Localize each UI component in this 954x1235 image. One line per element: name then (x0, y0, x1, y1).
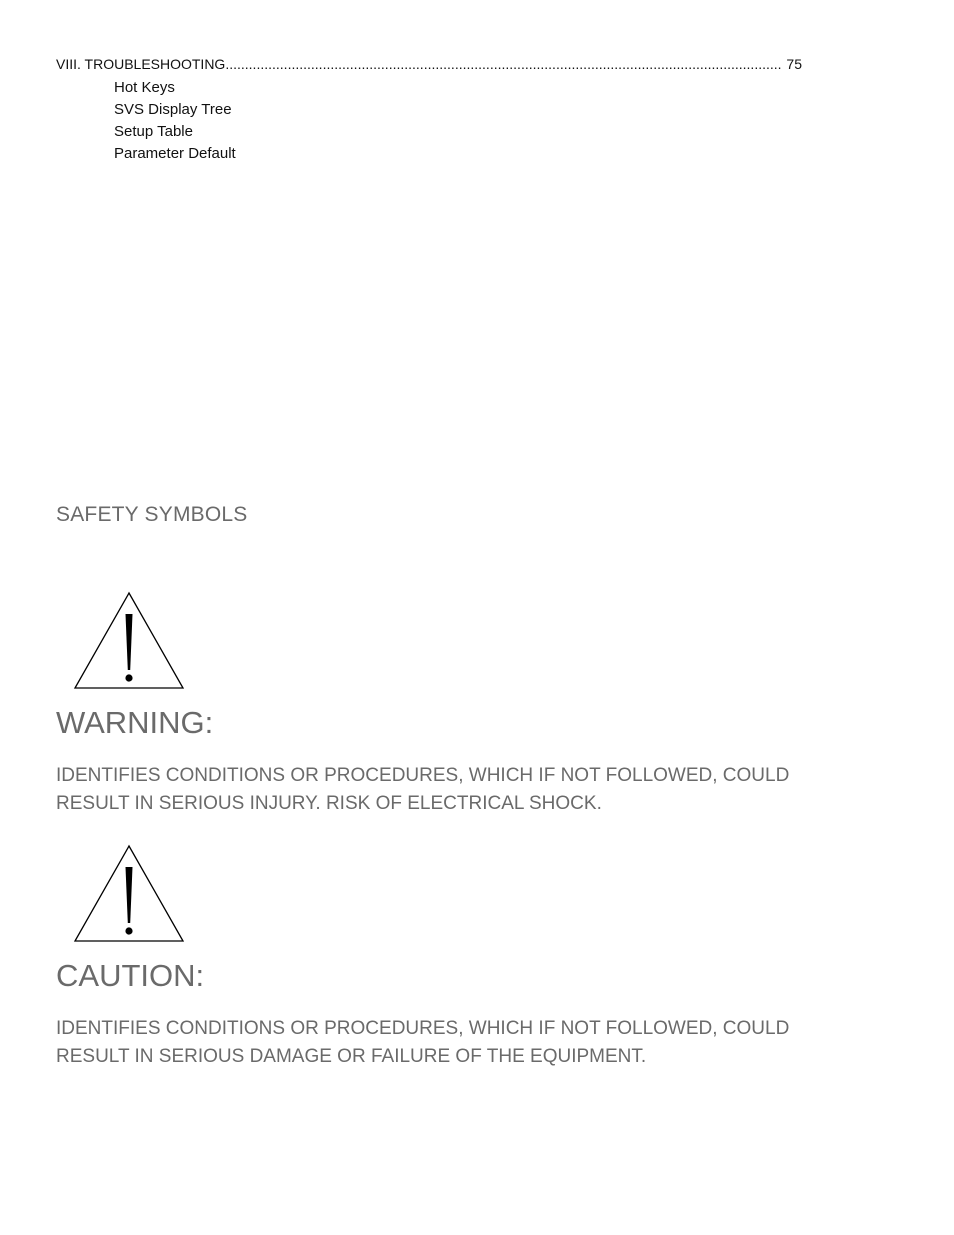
caution-title: CAUTION: (56, 958, 205, 993)
toc-dot-leader (225, 56, 782, 72)
caution-description-line-1: IDENTIFIES CONDITIONS OR PROCEDURES, WHICH IF NOT FOLLOWED, COULD (56, 1018, 790, 1039)
warning-description (56, 762, 856, 818)
caution-description (56, 1015, 856, 1071)
toc-subitem-hot-keys[interactable]: Hot Keys (114, 79, 175, 96)
toc-subitem-svs-display-tree[interactable]: SVS Display Tree (114, 101, 232, 118)
toc-subitem-setup-table[interactable]: Setup Table (114, 123, 193, 140)
toc-subitem-parameter-default[interactable]: Parameter Default (114, 145, 236, 162)
warning-title: WARNING: (56, 705, 214, 740)
caution-description-line-2: RESULT IN SERIOUS DAMAGE OR FAILURE OF THE EQUIPMENT. (56, 1046, 647, 1067)
warning-description-line-1: IDENTIFIES CONDITIONS OR PROCEDURES, WHICH IF NOT FOLLOWED, COULD (56, 765, 790, 786)
safety-symbols-heading: SAFETY SYMBOLS (56, 503, 248, 526)
toc-subitems (114, 77, 236, 165)
toc-page-number: 75 (786, 56, 802, 72)
caution-triangle-icon (73, 843, 185, 945)
toc-entry-troubleshooting[interactable] (56, 56, 802, 74)
warning-triangle-icon (73, 590, 185, 692)
toc-section-title: VIII. TROUBLESHOOTING (56, 56, 226, 72)
warning-description-line-2: RESULT IN SERIOUS INJURY. RISK OF ELECTRICAL SHOCK. (56, 793, 602, 814)
